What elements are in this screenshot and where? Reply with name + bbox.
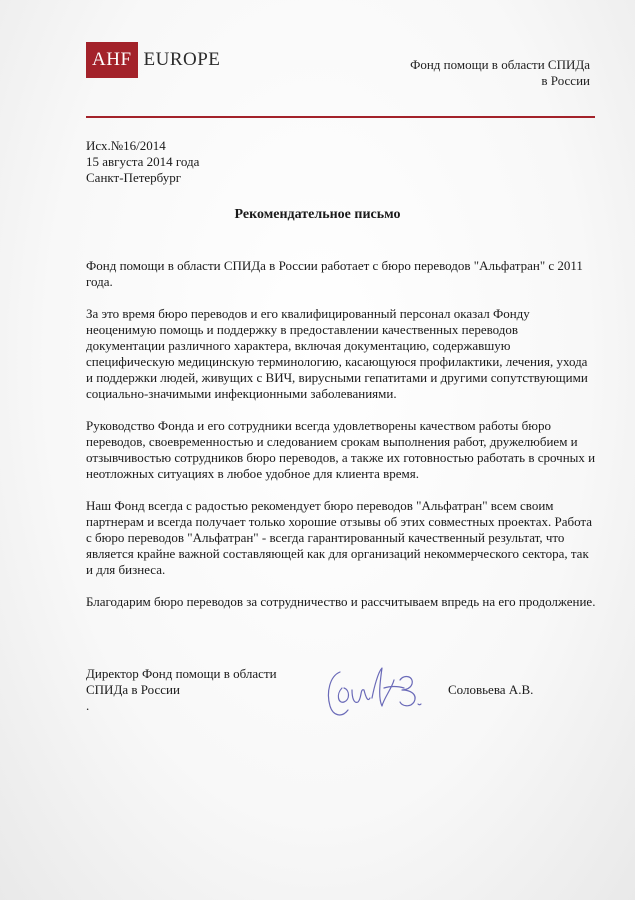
- logo-box: AHF: [86, 42, 138, 78]
- letter-title: Рекомендательное письмо: [234, 207, 401, 222]
- org-line-2: в России: [541, 73, 590, 88]
- position-line-2: СПИДа в России: [86, 682, 180, 697]
- paragraph: Благодарим бюро переводов за сотрудничество и рассчитываем впредь на его продолжение.: [86, 594, 596, 609]
- reference-number: Исх.№16/2014: [86, 138, 166, 153]
- signatory-position: [86, 666, 277, 714]
- header-divider: [86, 116, 595, 118]
- logo-word: EUROPE: [143, 49, 221, 70]
- letter-date: 15 августа 2014 года: [86, 154, 200, 169]
- letter-body: [86, 258, 596, 626]
- paragraph: За это время бюро переводов и его квалифицированный персонал оказал Фонду неоценимую помощь и поддержку в предоставлении качественных переводов документации различного характера, включая документацию, содержавшую специфическую медицинскую терминологию, касающуюся профилактики, лечения, ухода и поддержки людей, живущих с ВИЧ, вирусными гепатитами и другими сопутствующими социально-значимыми инфекционными заболеваниями.: [86, 306, 588, 401]
- signatory-name: Соловьева А.В.: [448, 682, 534, 697]
- handwritten-signature: [322, 658, 432, 728]
- letter-meta: [86, 138, 199, 186]
- org-line-1: Фонд помощи в области СПИДа: [410, 57, 590, 72]
- position-line-1: Директор Фонд помощи в области: [86, 666, 277, 681]
- paragraph: Фонд помощи в области СПИДа в России работает с бюро переводов "Альфатран" с 2011 года.: [86, 258, 583, 289]
- position-dot: .: [86, 698, 90, 713]
- paragraph: Руководство Фонда и его сотрудники всегда удовлетворены качеством работы бюро переводов, своевременностью и следованием срокам выполнения работ, дружелюбием и отзывчивостью сотрудников бюро переводов, а также их готовностью работать в срочных и неотложных ситуациях в любое удобное для клиента время.: [86, 418, 596, 481]
- ahf-europe-logo: [86, 42, 220, 78]
- paragraph: Наш Фонд всегда с радостью рекомендует бюро переводов "Альфатран" всем своим партнерам и всегда получает только хорошие отзывы об этих совместных проектах. Работа с бюро переводов "Альфатран" - всегда гарантированный качественный результат, что является крайне важной составляющей как для организаций некоммерческого сектора, так и для бизнеса.: [86, 498, 593, 577]
- organization-name: [410, 57, 590, 89]
- letter-city: Санкт-Петербург: [86, 170, 182, 185]
